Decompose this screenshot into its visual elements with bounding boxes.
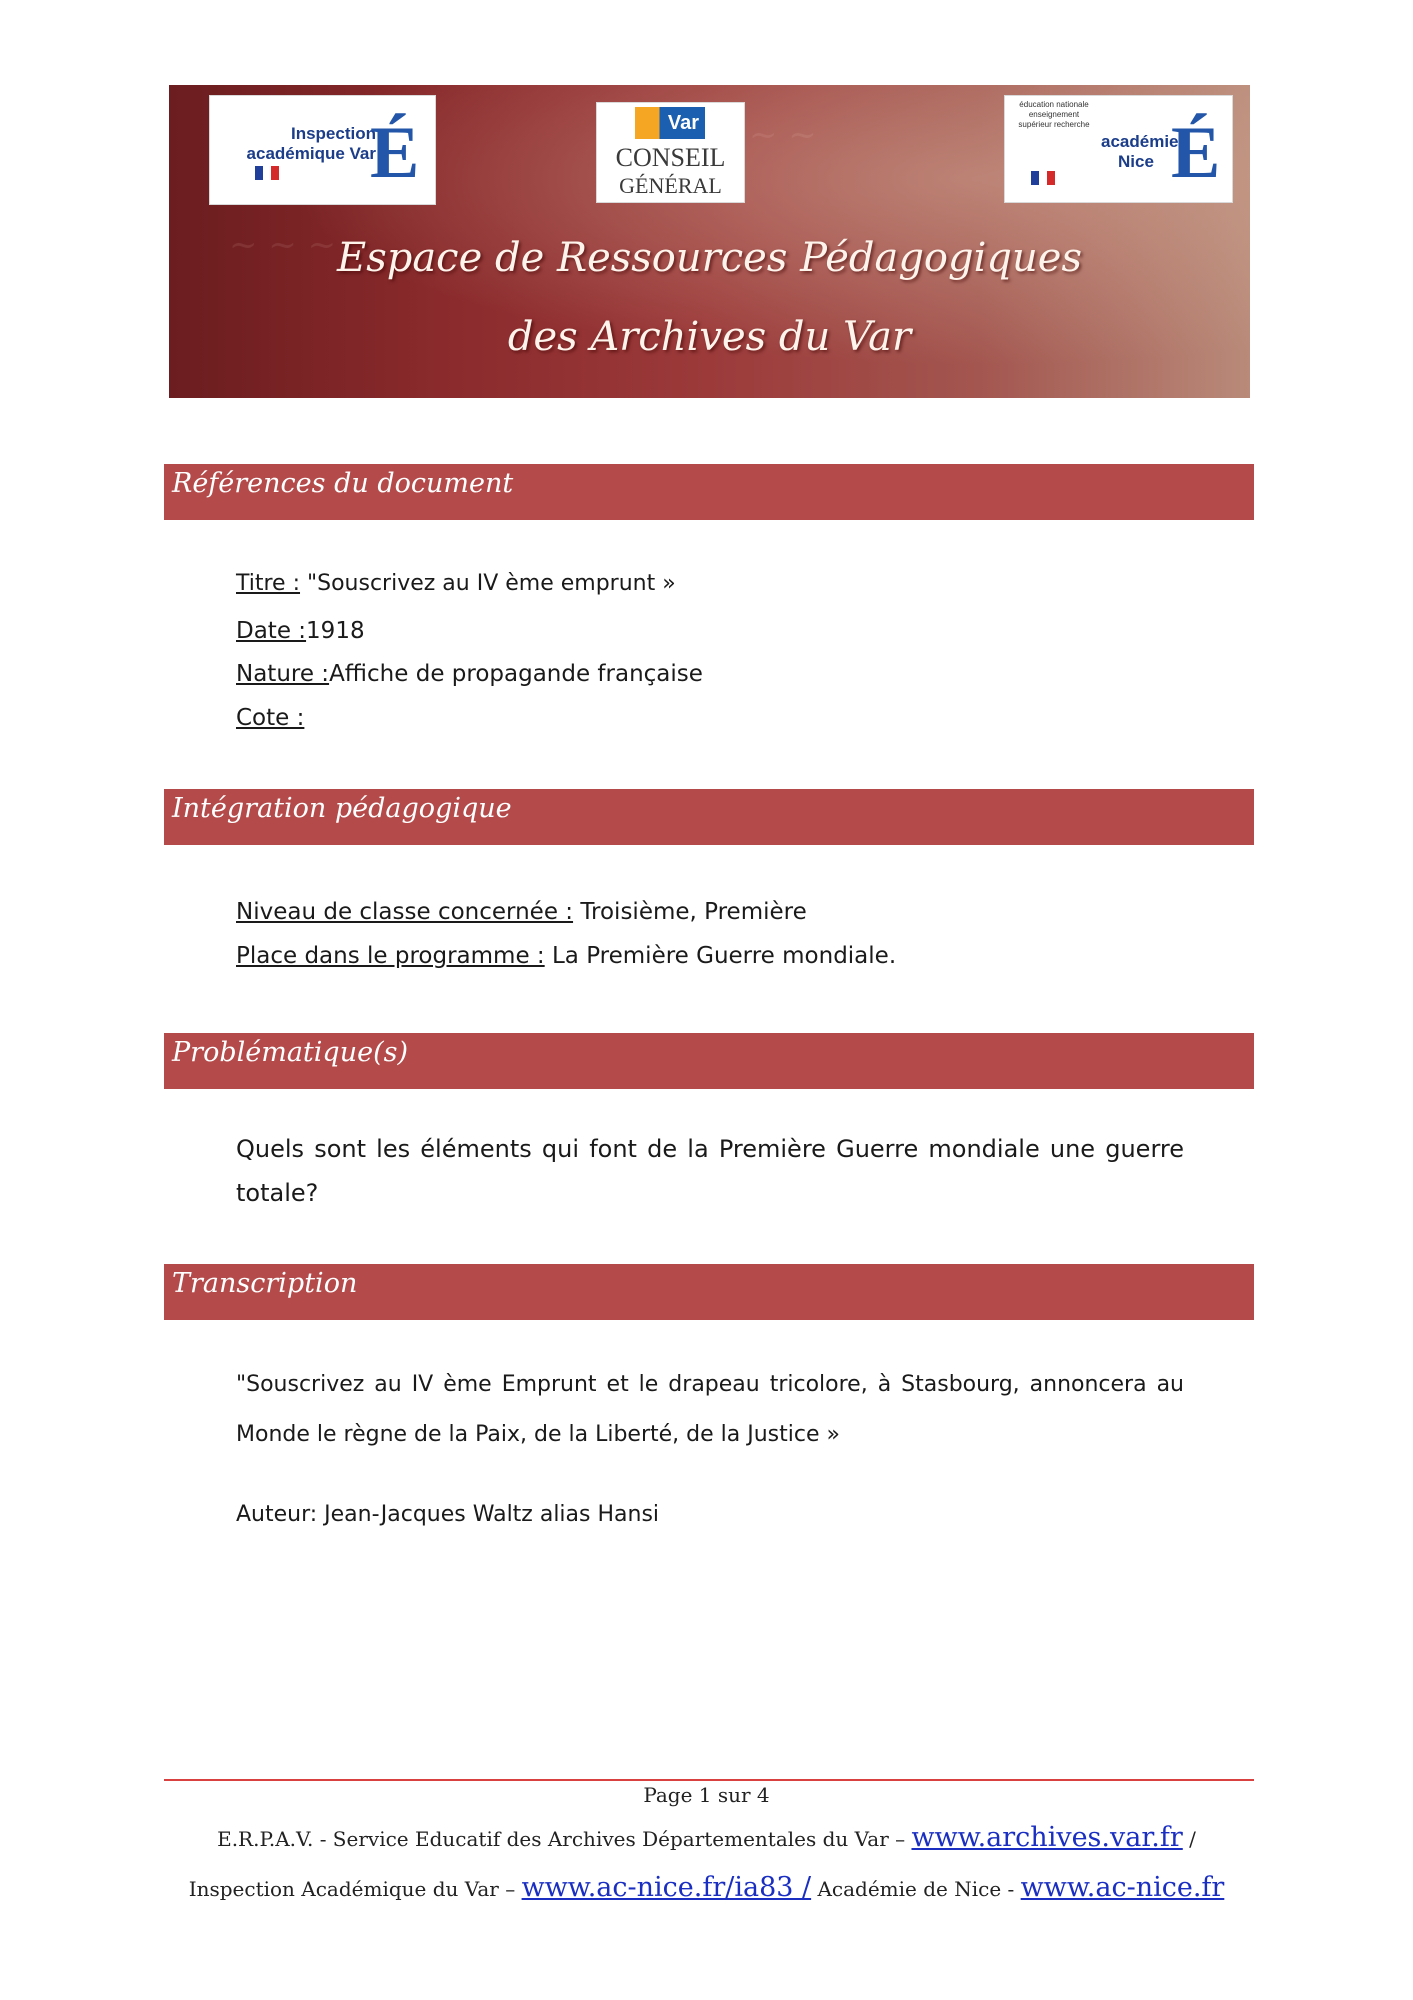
section-heading-references: Références du document <box>164 464 1254 520</box>
education-e-icon: É <box>370 112 420 194</box>
field-nature <box>236 659 703 689</box>
logo-right-academy: académie Nice <box>1101 132 1179 171</box>
transcription-author: Auteur: Jean-Jacques Waltz alias Hansi <box>236 1502 660 1527</box>
field-label: Cote : <box>236 705 305 731</box>
section-heading-transcription: Transcription <box>164 1264 1254 1320</box>
ac-nice-ia83-link[interactable]: www.ac-nice.fr/ia83 / <box>521 1872 812 1903</box>
var-badge: Var <box>635 107 705 139</box>
field-label: Date : <box>236 618 307 644</box>
education-e-icon: É <box>1171 112 1221 194</box>
field-label: Nature : <box>236 661 330 687</box>
logo-left-text: Inspection académique Var <box>246 124 376 163</box>
field-label: Titre : <box>236 571 301 596</box>
header-banner <box>169 85 1250 398</box>
problematique-text: Quels sont les éléments qui font de la Première Guerre mondiale une guerre totale? <box>236 1135 1184 1207</box>
field-titre <box>236 569 676 599</box>
logo-right-ministry: éducation nationale enseignement supérieur recherche <box>1018 100 1090 129</box>
banner-background-script: ~ ~ <box>749 115 817 155</box>
logo-center-line2: GÉNÉRAL <box>619 173 722 198</box>
french-flag-icon <box>255 166 279 180</box>
section-heading-problematique: Problématique(s) <box>164 1033 1254 1089</box>
footer-line-inspection <box>0 1872 1413 1903</box>
field-date <box>236 616 365 646</box>
footer-text-prefix: Inspection Académique du Var – <box>188 1877 522 1901</box>
banner-title-line1: Espace de Ressources Pédagogiques <box>337 235 1082 281</box>
french-flag-icon <box>1031 171 1055 185</box>
footer-line-erpav <box>0 1822 1413 1853</box>
footer-text-suffix: / <box>1182 1827 1196 1851</box>
field-value: Troisième, Première <box>573 899 807 925</box>
field-value: La Première Guerre mondiale. <box>544 943 897 969</box>
page-number: Page 1 sur 4 <box>643 1783 770 1807</box>
archives-var-link[interactable]: www.archives.var.fr <box>911 1822 1183 1853</box>
conseil-general-logo <box>596 102 745 203</box>
field-label: Niveau de classe concernée : <box>236 899 574 925</box>
field-niveau <box>236 897 807 927</box>
logo-center-line1: CONSEIL <box>615 143 726 172</box>
field-place <box>236 941 896 971</box>
inspection-academique-logo <box>209 95 436 205</box>
field-value: "Souscrivez au IV ème emprunt » <box>300 571 676 596</box>
field-value: 1918 <box>306 618 365 644</box>
ac-nice-link[interactable]: www.ac-nice.fr <box>1020 1872 1225 1903</box>
field-value: Affiche de propagande française <box>329 661 703 687</box>
field-cote <box>236 703 304 733</box>
banner-title-line2: des Archives du Var <box>507 314 912 360</box>
footer-text-middle: Académie de Nice - <box>811 1877 1021 1901</box>
academie-nice-logo <box>1004 95 1233 203</box>
field-label: Place dans le programme : <box>236 943 545 969</box>
banner-background-script: ~ ~ ~ <box>229 225 337 265</box>
footer-text-prefix: E.R.P.A.V. - Service Educatif des Archives Départementales du Var – <box>217 1827 912 1851</box>
section-heading-integration: Intégration pédagogique <box>164 789 1254 845</box>
transcription-quote: "Souscrivez au IV ème Emprunt et le drapeau tricolore, à Stasbourg, annoncera au Monde le règne de la Paix, de la Liberté, de la Justice » <box>236 1372 1184 1447</box>
footer-rule <box>164 1779 1254 1781</box>
